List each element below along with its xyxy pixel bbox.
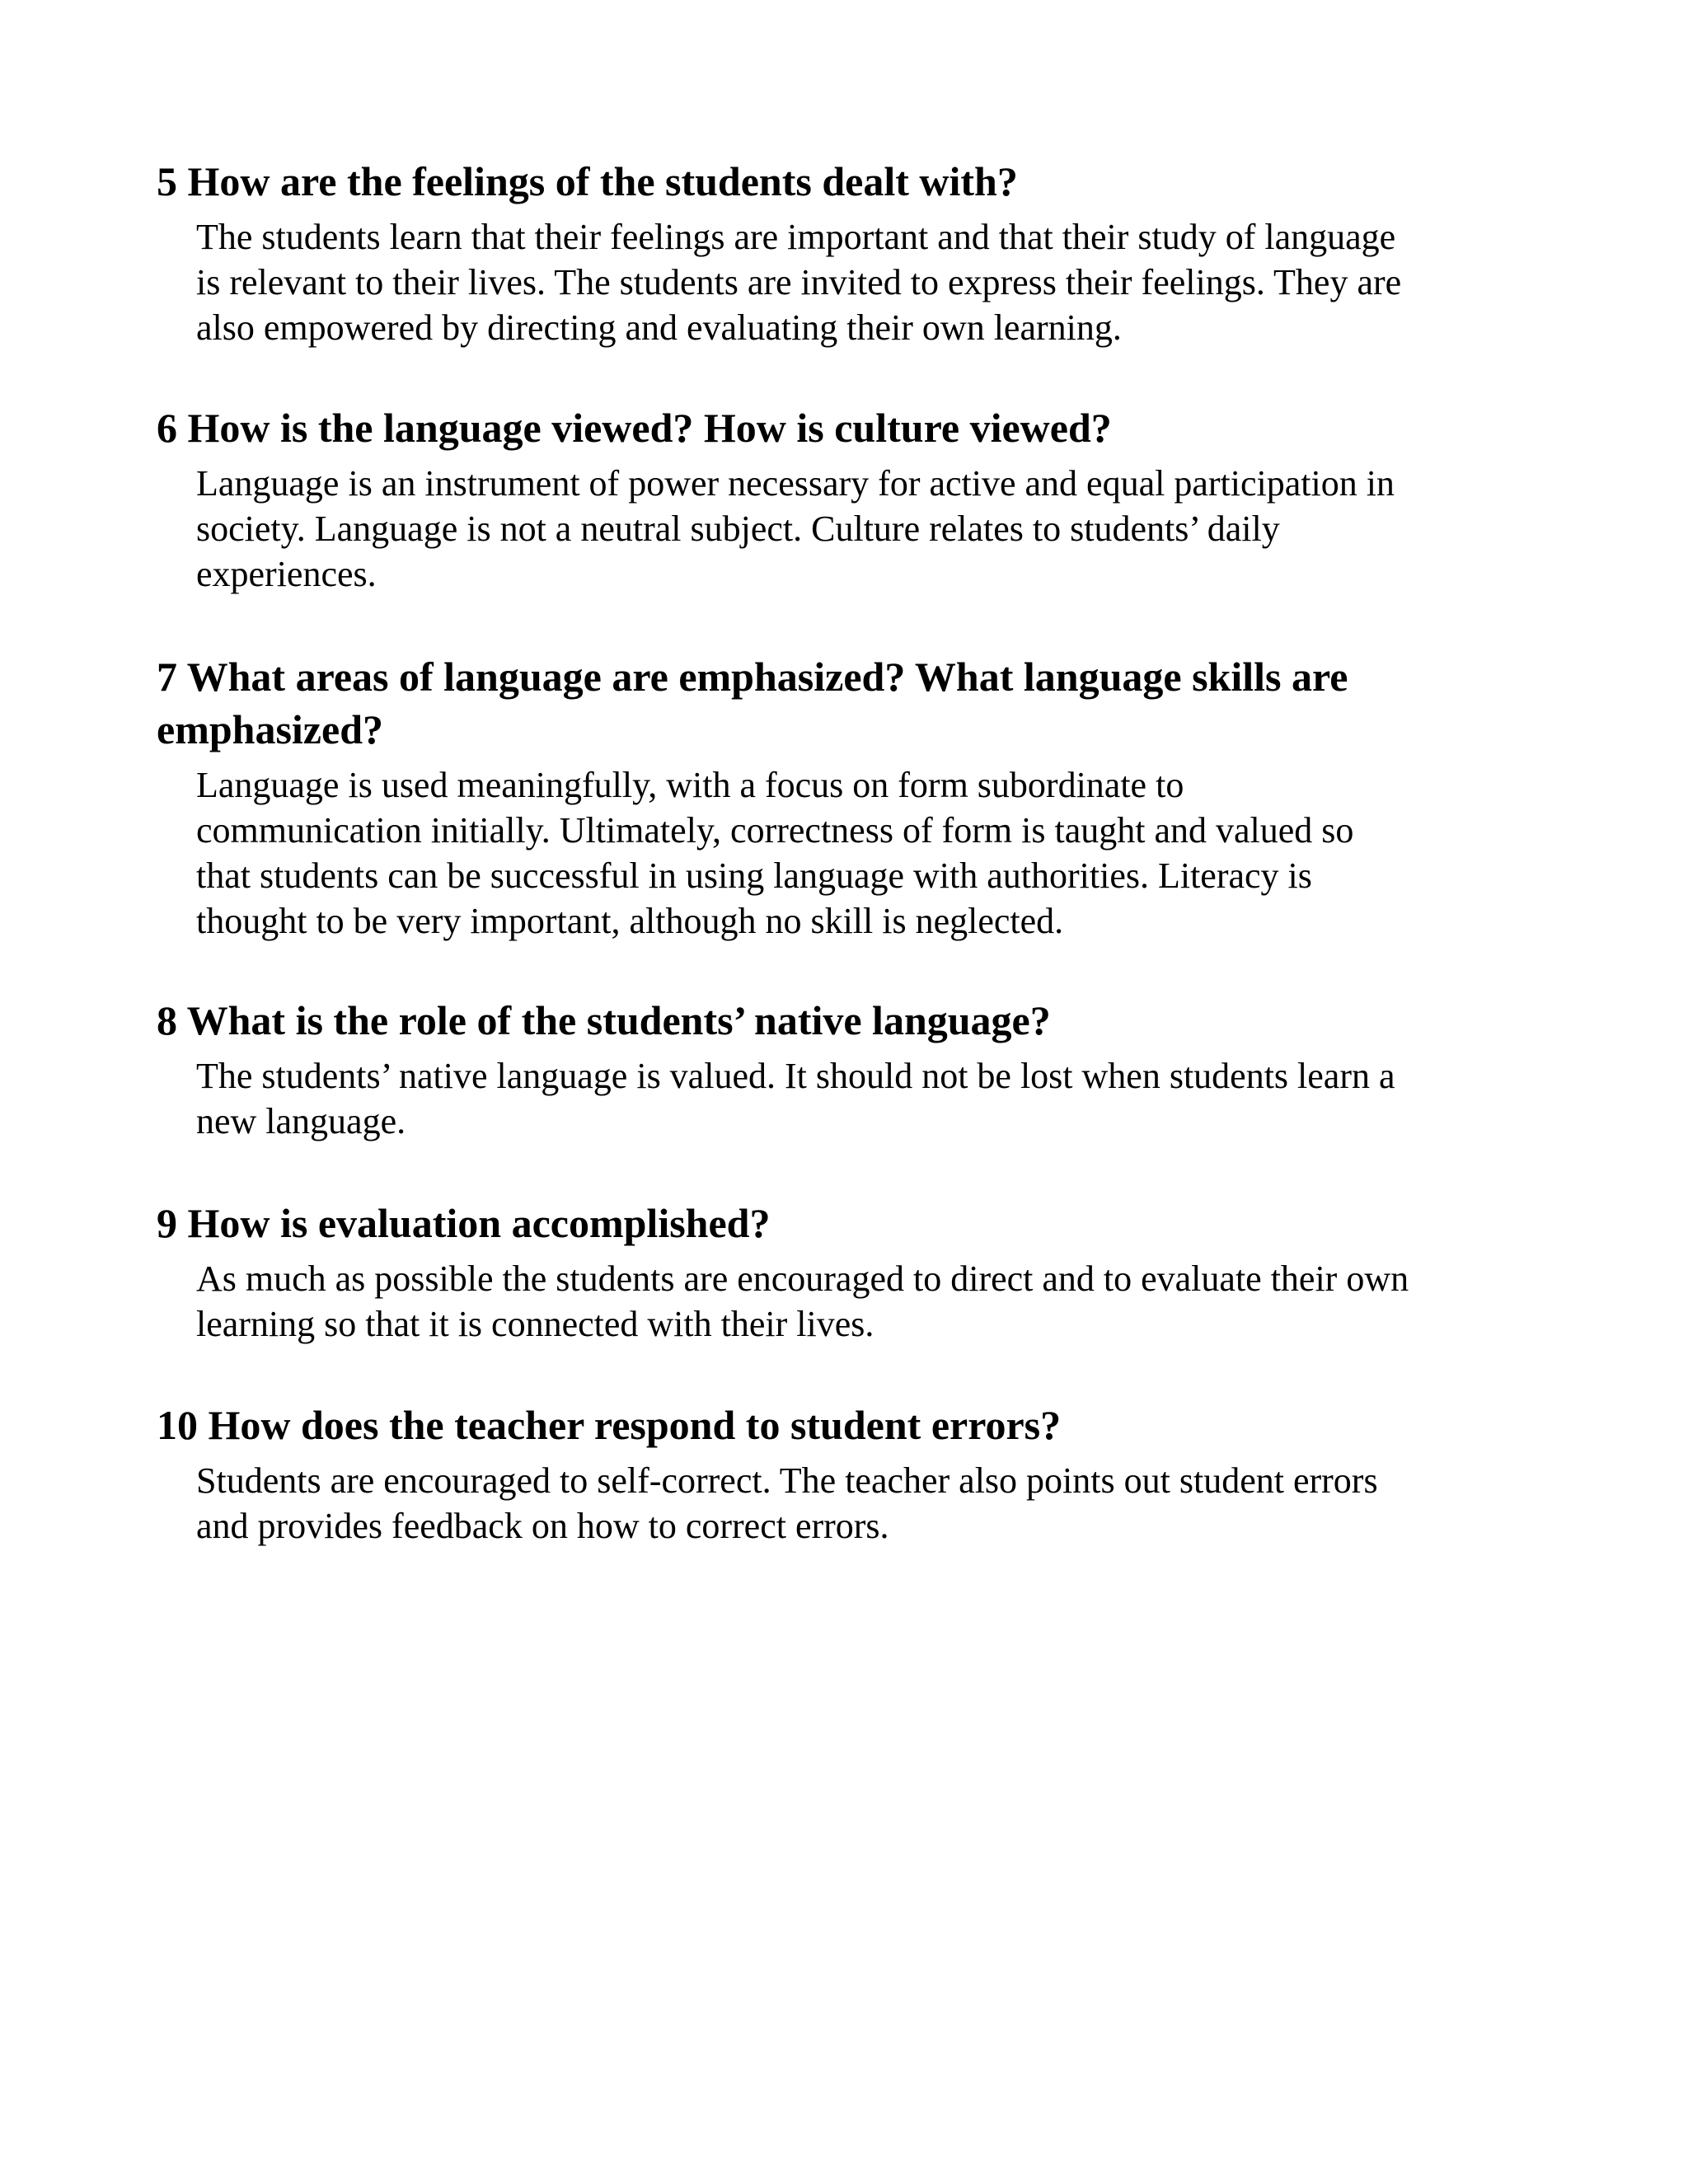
body-line: As much as possible the students are encouraged to direct and to evaluate their own [196, 1258, 1409, 1299]
section-heading [157, 650, 1541, 756]
section-heading [157, 994, 1541, 1047]
section-heading [157, 401, 1541, 454]
body-line: Language is an instrument of power necessary for active and equal participation in [196, 463, 1395, 504]
body-line: that students can be successful in using language with authorities. Literacy is [196, 855, 1312, 896]
body-line: Language is used meaningfully, with a focus on form subordinate to [196, 765, 1184, 805]
section-7 [157, 650, 1541, 944]
section-8 [157, 994, 1541, 1144]
body-line: The students learn that their feelings are important and that their study of language [196, 217, 1396, 257]
section-number: 5 [157, 158, 177, 204]
section-6 [157, 401, 1541, 597]
section-title: How does the teacher respond to student errors? [208, 1402, 1062, 1448]
section-number: 10 [157, 1402, 198, 1448]
section-number: 9 [157, 1200, 177, 1246]
section-number: 8 [157, 997, 177, 1043]
section-title: How is evaluation accomplished? [187, 1200, 771, 1246]
section-9 [157, 1197, 1541, 1347]
body-line: The students’ native language is valued. It should not be lost when students learn a [196, 1056, 1395, 1096]
body-line: communication initially. Ultimately, correctness of form is taught and valued so [196, 810, 1354, 851]
body-line: learning so that it is connected with their lives. [196, 1304, 874, 1344]
section-heading [157, 1197, 1541, 1249]
section-body [196, 762, 1541, 944]
section-body [196, 1053, 1541, 1144]
body-line: also empowered by directing and evaluating their own learning. [196, 307, 1122, 348]
section-title: What areas of language are emphasized? What language skills are [186, 654, 1348, 700]
body-line: new language. [196, 1101, 406, 1141]
body-line: Students are encouraged to self-correct. The teacher also points out student errors [196, 1460, 1378, 1501]
section-body [196, 214, 1541, 350]
section-title-continued: emphasized? [157, 706, 383, 752]
body-line: is relevant to their lives. The students are invited to express their feelings. They are [196, 262, 1402, 302]
section-title: What is the role of the students’ native language? [186, 997, 1051, 1043]
section-title: How is the language viewed? How is culture viewed? [187, 405, 1112, 451]
section-5 [157, 155, 1541, 350]
body-line: thought to be very important, although no skill is neglected. [196, 901, 1064, 941]
section-body [196, 1458, 1541, 1549]
body-line: experiences. [196, 554, 377, 594]
section-body [196, 1256, 1541, 1347]
section-title: How are the feelings of the students dealt with? [187, 158, 1018, 204]
section-body [196, 461, 1541, 597]
section-number: 7 [157, 654, 177, 700]
body-line: and provides feedback on how to correct errors. [196, 1506, 889, 1546]
section-heading [157, 155, 1541, 208]
section-number: 6 [157, 405, 177, 451]
section-10 [157, 1399, 1541, 1549]
body-line: society. Language is not a neutral subject. Culture relates to students’ daily [196, 509, 1280, 549]
section-heading [157, 1399, 1541, 1451]
